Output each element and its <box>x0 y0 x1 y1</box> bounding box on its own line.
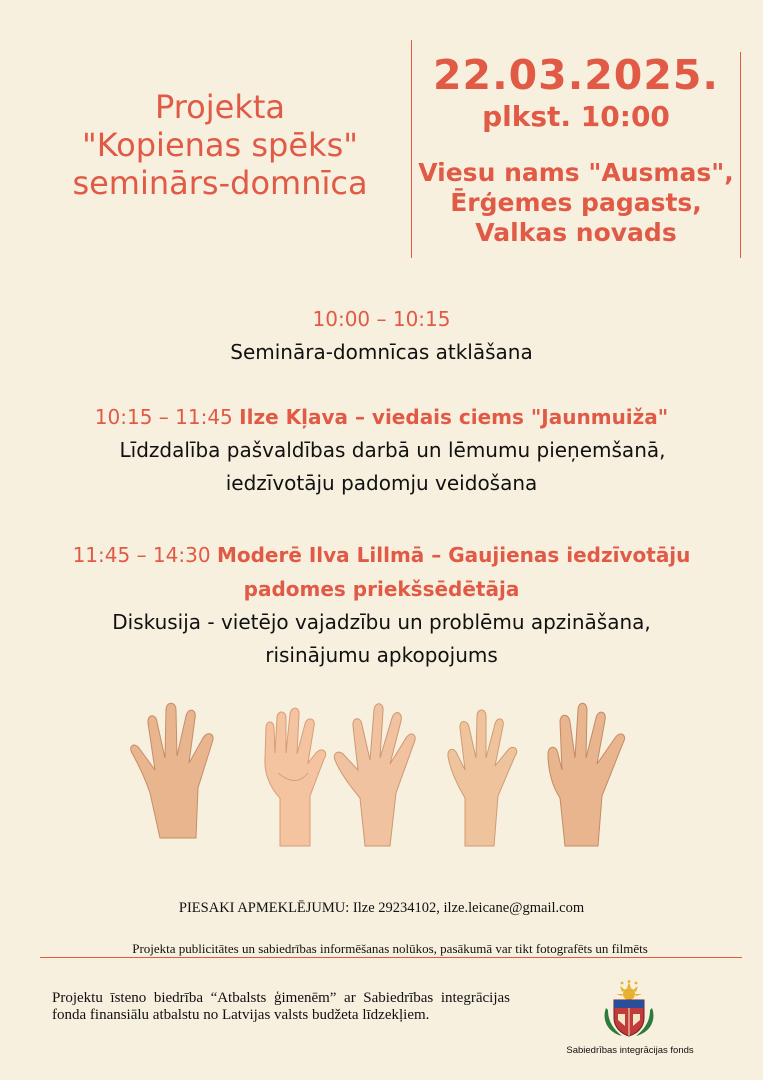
divider-horizontal <box>40 957 742 958</box>
slot-speaker: Ilze Kļava – viedais ciems "Jaunmuiža" <box>239 405 669 429</box>
program-slot-3 <box>0 538 763 672</box>
registration-info: PIESAKI APMEKLĒJUMU: Ilze 29234102, ilze.leicane@gmail.com <box>178 900 585 916</box>
slot-description-line-2: risinājumu apkopojums <box>265 643 498 667</box>
publicity-notice: Projekta publicitātes un sabiedrības informēšanas nolūkos, pasākumā var tikt fotografēts un filmēts <box>132 941 648 956</box>
slot-speaker-line-2: padomes priekšsēdētāja <box>243 577 520 601</box>
hand-3-icon <box>334 704 415 846</box>
slot-description-line-1: Līdzdalība pašvaldības darbā un lēmumu pieņemšanā, <box>119 438 666 462</box>
event-time: plkst. 10:00 <box>482 100 670 133</box>
coat-of-arms-icon <box>598 980 660 1040</box>
slot-time: 10:00 – 10:15 <box>312 307 451 331</box>
title-line-2: "Kopienas spēks" <box>82 126 358 164</box>
venue-line-3: Valkas novads <box>475 218 677 247</box>
event-title <box>30 88 410 202</box>
divider-vertical-right <box>740 52 741 258</box>
funding-statement: Projektu īsteno biedrība “Atbalsts ģimenēm” ar Sabiedrības integrācijas fonda finansiālu atbalstu no Latvijas valsts budžeta līdzekļiem. <box>52 990 510 1023</box>
slot-description-line-2: iedzīvotāju padomju veidošana <box>225 471 538 495</box>
hand-1-icon <box>131 703 213 838</box>
slot-speaker: Moderē Ilva Lillmā – Gaujienas iedzīvotāju <box>216 543 691 567</box>
slot-time: 11:45 – 14:30 <box>72 543 211 567</box>
slot-time: 10:15 – 11:45 <box>94 405 233 429</box>
program-slot-1 <box>0 302 763 369</box>
slot-description: Semināra-domnīcas atklāšana <box>230 340 533 364</box>
slot-time-speaker <box>0 538 763 572</box>
title-line-1: Projekta <box>154 88 286 126</box>
program-slot-2 <box>0 400 763 500</box>
raised-hands-illustration <box>120 698 650 848</box>
event-date: 22.03.2025. <box>433 51 719 99</box>
venue-line-2: Ērģemes pagasts, <box>450 188 702 217</box>
slot-time-speaker <box>0 400 763 434</box>
logo-caption: Sabiedrības integrācijas fonds <box>566 1045 694 1056</box>
hand-4-icon <box>448 710 517 846</box>
event-venue <box>415 158 737 248</box>
title-line-3: seminārs-domnīca <box>72 164 368 202</box>
hand-5-icon <box>548 703 625 846</box>
slot-description-line-1: Diskusija - vietējo vajadzību un problēmu apzināšana, <box>112 610 651 634</box>
venue-line-1: Viesu nams "Ausmas", <box>418 158 734 187</box>
date-venue-block <box>415 50 737 248</box>
hand-2-icon <box>265 708 326 846</box>
divider-vertical <box>411 40 412 258</box>
